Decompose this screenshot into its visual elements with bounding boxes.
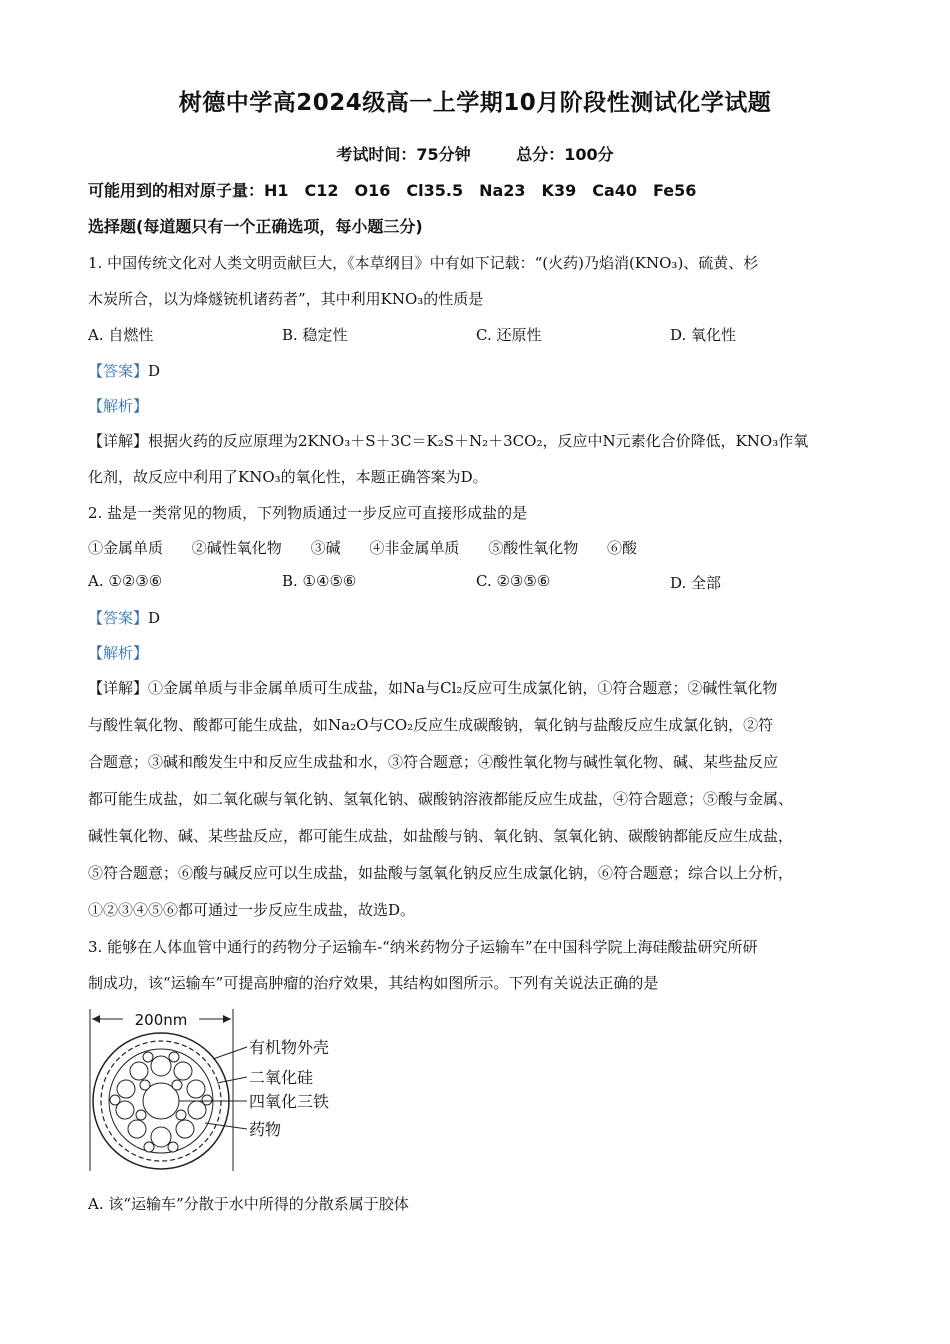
q2-choice-6: ⑥酸	[606, 539, 637, 557]
drug-particle	[110, 1095, 120, 1105]
scale-label: 200nm	[134, 1011, 188, 1029]
drug-particle	[136, 1110, 146, 1120]
q2-detail-line2: 与酸性氧化物、酸都可能生成盐，如Na₂O与CO₂反应生成碳酸钠，氧化钠与盐酸反应生成氯化钠，②符	[88, 716, 774, 734]
leader-shell	[213, 1047, 247, 1059]
q1-analysis-label: 【解析】	[88, 397, 149, 415]
q2-choice-2: ②碱性氧化物	[191, 539, 282, 557]
q1-detail-line2: 化剂，故反应中利用了KNO₃的氧化性，本题正确答案为D。	[88, 468, 488, 486]
answer-label: 【答案】	[88, 609, 149, 627]
drug-particle	[187, 1080, 205, 1098]
q2-option-d: D. 全部	[670, 574, 722, 592]
drug-particle	[151, 1127, 171, 1147]
drug-particle	[168, 1142, 178, 1152]
drug-particle	[128, 1120, 146, 1138]
drug-particle	[130, 1062, 148, 1080]
q2-choice-3: ③碱	[310, 539, 341, 557]
drug-particle	[202, 1095, 212, 1105]
drug-particle	[176, 1120, 194, 1138]
q2-option-a: A. ①②③⑥	[88, 572, 163, 590]
leader-drug	[205, 1123, 247, 1129]
q2-choice-1: ①金属单质	[88, 539, 164, 557]
q2-detail-line7: ①②③④⑤⑥都可通过一步反应生成盐，故选D。	[88, 901, 416, 919]
label-organic-shell: 有机物外壳	[249, 1038, 330, 1057]
drug-particle	[144, 1142, 154, 1152]
nanocarrier-diagram	[85, 1005, 385, 1175]
particles	[110, 1052, 212, 1152]
q1-stem-line2: 木炭所合，以为烽燧铳机诸药者”，其中利用KNO₃的性质是	[88, 290, 484, 308]
scale-arrowhead-right	[223, 1015, 231, 1023]
q2-answer	[88, 607, 160, 628]
q2-detail-line5: 碱性氧化物、碱、某些盐反应，都可能生成盐，如盐酸与钠、氧化钠、氢氧化钠、碳酸钠都能反应生成盐，	[88, 827, 794, 845]
q1-detail-line1	[88, 430, 808, 451]
drug-particle	[169, 1052, 179, 1062]
q1-answer	[88, 360, 160, 381]
drug-particle	[117, 1080, 135, 1098]
label-drug: 药物	[249, 1120, 282, 1139]
q1-option-b: B. 稳定性	[282, 326, 348, 344]
drug-particle	[174, 1062, 192, 1080]
q1-option-d: D. 氧化性	[670, 326, 737, 344]
answer-label: 【答案】	[88, 362, 149, 380]
exam-time: 考试时间：75分钟	[336, 145, 471, 164]
q2-option-c: C. ②③⑤⑥	[476, 572, 551, 590]
q2-detail-line1	[88, 677, 777, 698]
q1-answer-value: D	[148, 362, 161, 380]
q2-answer-value: D	[148, 609, 161, 627]
q2-stem: 2. 盐是一类常见的物质，下列物质通过一步反应可直接形成盐的是	[88, 504, 528, 522]
q2-choices	[88, 537, 661, 558]
q2-detail-line6: ⑤符合题意；⑥酸与碱反应可以生成盐，如盐酸与氢氧化钠反应生成氯化钠，⑥符合题意；综合以上分析，	[88, 864, 794, 882]
q1-option-a: A. 自燃性	[88, 326, 154, 344]
section-header: 选择题(每道题只有一个正确选项，每小题三分)	[88, 217, 423, 236]
q2-detail-line3: 合题意；③碱和酸发生中和反应生成盐和水，③符合题意；④酸性氧化物与碱性氧化物、碱、某些盐反应	[88, 753, 779, 771]
q2-choice-4: ④非金属单质	[369, 539, 460, 557]
leader-silica	[217, 1077, 247, 1083]
atomic-masses: 可能用到的相对原子量：H1 C12 O16 Cl35.5 Na23 K39 Ca40 Fe56	[88, 181, 697, 200]
page-title: 树德中学高2024级高一上学期10月阶段性测试化学试题	[178, 90, 772, 116]
q2-analysis-label: 【解析】	[88, 644, 149, 662]
scale-arrowhead-left	[92, 1015, 100, 1023]
total-score: 总分：100分	[516, 145, 614, 164]
q2-choice-5: ⑤酸性氧化物	[488, 539, 579, 557]
drug-particle	[172, 1080, 182, 1090]
q3-option-a: A. 该“运输车”分散于水中所得的分散系属于胶体	[88, 1195, 409, 1213]
q1-option-c: C. 还原性	[476, 326, 542, 344]
drug-particle	[143, 1052, 153, 1062]
exam-info	[0, 142, 950, 165]
q3-stem-line2: 制成功，该“运输车”可提高肿瘤的治疗效果，其结构如图所示。下列有关说法正确的是	[88, 974, 659, 992]
q1-detail-text1: 根据火药的反应原理为2KNO₃＋S＋3C＝K₂S＋N₂＋3CO₂，反应中N元素化合价降低，KNO₃作氧	[148, 432, 809, 450]
q2-detail-text1: ①金属单质与非金属单质可生成盐，如Na与Cl₂反应可生成氯化钠，①符合题意；②碱性氧化物	[148, 679, 778, 697]
q3-stem-line1: 3. 能够在人体血管中通行的药物分子运输车-“纳米药物分子运输车”在中国科学院上海硅酸盐研究所研	[88, 938, 758, 956]
q2-detail-line4: 都可能生成盐，如二氧化碳与氧化钠、氢氧化钠、碳酸钠溶液都能反应生成盐，④符合题意；⑤酸与金属、	[88, 790, 794, 808]
detail-label: 【详解】	[88, 432, 149, 450]
label-fe3o4: 四氧化三铁	[249, 1092, 330, 1111]
drug-particle	[176, 1110, 186, 1120]
q1-stem-line1: 1. 中国传统文化对人类文明贡献巨大，《本草纲目》中有如下记载：“(火药)乃焰消(KNO₃)、硫黄、杉	[88, 254, 759, 272]
label-silica: 二氧化硅	[249, 1068, 314, 1087]
drug-particle	[140, 1080, 150, 1090]
drug-particle	[151, 1056, 171, 1076]
detail-label: 【详解】	[88, 679, 149, 697]
q2-option-b: B. ①④⑤⑥	[282, 572, 357, 590]
